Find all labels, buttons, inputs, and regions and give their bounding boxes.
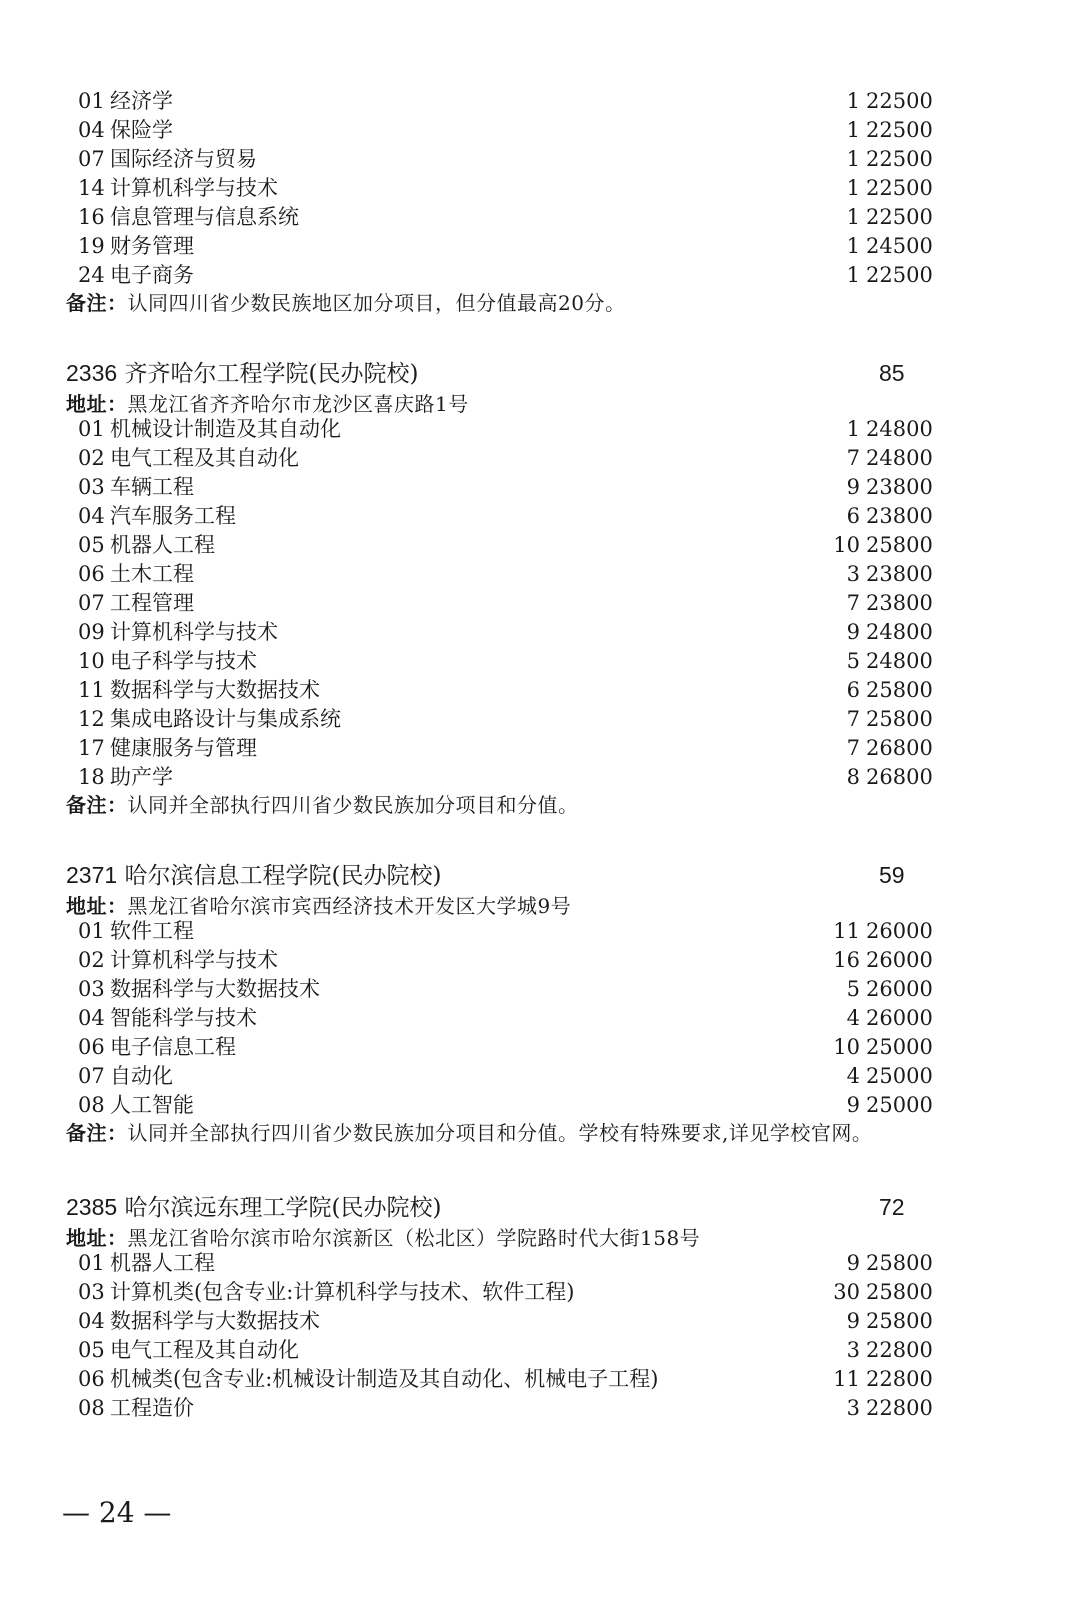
major-code: 10 <box>78 649 105 673</box>
school-header <box>66 356 1066 390</box>
major-name: 经济学 <box>110 89 173 113</box>
major-code: 07 <box>78 147 105 171</box>
major-count: 5 <box>846 977 860 1001</box>
major-fee: 23800 <box>866 591 933 615</box>
major-count: 1 <box>846 118 860 142</box>
major-count: 1 <box>846 147 860 171</box>
major-name: 工程造价 <box>110 1396 194 1420</box>
major-code: 24 <box>78 263 105 287</box>
major-fee: 25000 <box>866 1064 933 1088</box>
major-name: 电子科学与技术 <box>110 649 257 673</box>
major-count: 7 <box>846 736 860 760</box>
major-name: 机器人工程 <box>110 533 215 557</box>
major-row <box>0 115 1080 145</box>
major-fee: 24500 <box>866 234 933 258</box>
major-code: 08 <box>78 1093 105 1117</box>
major-row <box>0 916 1080 946</box>
school-header <box>66 1190 1066 1224</box>
major-code: 04 <box>78 1309 105 1333</box>
address-text: 黑龙江省齐齐哈尔市龙沙区喜庆路1号 <box>127 392 469 416</box>
major-name: 工程管理 <box>110 591 194 615</box>
major-code: 03 <box>78 977 105 1001</box>
major-count: 9 <box>846 620 860 644</box>
major-name: 电气工程及其自动化 <box>110 446 299 470</box>
major-code: 01 <box>78 417 105 441</box>
major-row <box>0 762 1080 792</box>
major-fee: 25000 <box>866 1093 933 1117</box>
major-count: 30 <box>833 1280 860 1304</box>
school-total: 85 <box>879 360 905 386</box>
major-count: 16 <box>833 948 860 972</box>
major-code: 06 <box>78 562 105 586</box>
major-row <box>0 1061 1080 1091</box>
major-count: 3 <box>846 1396 860 1420</box>
major-row <box>0 1393 1080 1423</box>
address-label: 地址： <box>66 1226 128 1250</box>
major-name: 电气工程及其自动化 <box>110 1338 299 1362</box>
major-row <box>0 231 1080 261</box>
major-name: 自动化 <box>110 1064 173 1088</box>
remark-label: 备注： <box>66 291 128 315</box>
major-fee: 26000 <box>866 919 933 943</box>
major-name: 计算机类(包含专业:计算机科学与技术、软件工程) <box>110 1280 575 1304</box>
major-count: 3 <box>846 562 860 586</box>
major-fee: 24800 <box>866 446 933 470</box>
address-label: 地址： <box>66 392 128 416</box>
school-code: 2336 <box>66 360 118 386</box>
major-name: 电子信息工程 <box>110 1035 236 1059</box>
school-name: 哈尔滨远东理工学院(民办院校) <box>124 1195 442 1221</box>
major-row <box>0 472 1080 502</box>
major-count: 9 <box>846 1093 860 1117</box>
major-name: 人工智能 <box>110 1093 194 1117</box>
remark <box>66 1119 872 1147</box>
major-name: 财务管理 <box>110 234 194 258</box>
major-row <box>0 1277 1080 1307</box>
major-fee: 22800 <box>866 1367 933 1391</box>
major-code: 07 <box>78 591 105 615</box>
school-total: 72 <box>879 1194 905 1220</box>
major-count: 1 <box>846 205 860 229</box>
major-name: 信息管理与信息系统 <box>110 205 299 229</box>
remark-label: 备注： <box>66 793 128 817</box>
remark-text: 认同并全部执行四川省少数民族加分项目和分值。学校有特殊要求,详见学校官网。 <box>127 1121 873 1145</box>
major-code: 04 <box>78 118 105 142</box>
major-fee: 25800 <box>866 533 933 557</box>
major-row <box>0 1090 1080 1120</box>
major-code: 06 <box>78 1367 105 1391</box>
major-row <box>0 1335 1080 1365</box>
major-name: 车辆工程 <box>110 475 194 499</box>
school-header <box>66 858 1066 892</box>
major-fee: 25800 <box>866 707 933 731</box>
major-fee: 25800 <box>866 678 933 702</box>
major-count: 1 <box>846 263 860 287</box>
address-text: 黑龙江省哈尔滨市哈尔滨新区（松北区）学院路时代大街158号 <box>127 1226 701 1250</box>
major-count: 7 <box>846 707 860 731</box>
major-name: 土木工程 <box>110 562 194 586</box>
major-code: 03 <box>78 1280 105 1304</box>
major-code: 11 <box>78 678 105 702</box>
major-count: 10 <box>833 1035 860 1059</box>
major-fee: 26000 <box>866 977 933 1001</box>
major-count: 11 <box>833 1367 860 1391</box>
major-code: 09 <box>78 620 105 644</box>
major-row <box>0 1003 1080 1033</box>
major-name: 软件工程 <box>110 919 194 943</box>
major-code: 16 <box>78 205 105 229</box>
major-row <box>0 1248 1080 1278</box>
major-row <box>0 501 1080 531</box>
major-fee: 25000 <box>866 1035 933 1059</box>
major-fee: 23800 <box>866 504 933 528</box>
major-name: 保险学 <box>110 118 173 142</box>
major-fee: 26000 <box>866 948 933 972</box>
major-fee: 24800 <box>866 620 933 644</box>
major-name: 汽车服务工程 <box>110 504 236 528</box>
major-name: 机器人工程 <box>110 1251 215 1275</box>
major-code: 08 <box>78 1396 105 1420</box>
major-code: 02 <box>78 446 105 470</box>
remark-text: 认同并全部执行四川省少数民族加分项目和分值。 <box>127 793 579 817</box>
major-row <box>0 1032 1080 1062</box>
major-row <box>0 202 1080 232</box>
major-name: 数据科学与大数据技术 <box>110 1309 320 1333</box>
major-name: 助产学 <box>110 765 173 789</box>
major-row <box>0 704 1080 734</box>
major-code: 01 <box>78 1251 105 1275</box>
major-fee: 24800 <box>866 417 933 441</box>
major-count: 6 <box>846 678 860 702</box>
major-name: 电子商务 <box>110 263 194 287</box>
major-name: 计算机科学与技术 <box>110 176 278 200</box>
major-count: 6 <box>846 504 860 528</box>
major-fee: 22500 <box>866 118 933 142</box>
major-fee: 26800 <box>866 765 933 789</box>
major-row <box>0 530 1080 560</box>
school-name: 哈尔滨信息工程学院(民办院校) <box>124 863 442 889</box>
major-row <box>0 617 1080 647</box>
major-row <box>0 414 1080 444</box>
major-name: 计算机科学与技术 <box>110 620 278 644</box>
major-row <box>0 945 1080 975</box>
major-count: 3 <box>846 1338 860 1362</box>
major-name: 国际经济与贸易 <box>110 147 257 171</box>
major-row <box>0 1306 1080 1336</box>
major-row <box>0 144 1080 174</box>
major-count: 7 <box>846 591 860 615</box>
school-total: 59 <box>879 862 905 888</box>
school-name: 齐齐哈尔工程学院(民办院校) <box>124 361 419 387</box>
major-fee: 22500 <box>866 176 933 200</box>
address-label: 地址： <box>66 894 128 918</box>
major-name: 计算机科学与技术 <box>110 948 278 972</box>
major-name: 集成电路设计与集成系统 <box>110 707 341 731</box>
major-fee: 23800 <box>866 475 933 499</box>
major-count: 10 <box>833 533 860 557</box>
major-fee: 22500 <box>866 205 933 229</box>
major-count: 1 <box>846 417 860 441</box>
major-code: 18 <box>78 765 105 789</box>
major-fee: 23800 <box>866 562 933 586</box>
major-code: 04 <box>78 1006 105 1030</box>
major-code: 14 <box>78 176 105 200</box>
school-code: 2385 <box>66 1194 118 1220</box>
major-count: 1 <box>846 176 860 200</box>
major-fee: 22500 <box>866 89 933 113</box>
major-code: 07 <box>78 1064 105 1088</box>
major-code: 06 <box>78 1035 105 1059</box>
major-count: 11 <box>833 919 860 943</box>
major-count: 1 <box>846 89 860 113</box>
major-count: 9 <box>846 475 860 499</box>
major-count: 8 <box>846 765 860 789</box>
major-fee: 26000 <box>866 1006 933 1030</box>
major-fee: 22500 <box>866 263 933 287</box>
major-code: 05 <box>78 1338 105 1362</box>
major-fee: 26800 <box>866 736 933 760</box>
major-row <box>0 173 1080 203</box>
major-count: 1 <box>846 234 860 258</box>
major-name: 数据科学与大数据技术 <box>110 678 320 702</box>
major-code: 04 <box>78 504 105 528</box>
major-fee: 25800 <box>866 1309 933 1333</box>
major-fee: 25800 <box>866 1251 933 1275</box>
major-code: 02 <box>78 948 105 972</box>
major-row <box>0 646 1080 676</box>
major-count: 9 <box>846 1309 860 1333</box>
school-code: 2371 <box>66 862 118 888</box>
major-count: 9 <box>846 1251 860 1275</box>
major-code: 17 <box>78 736 105 760</box>
major-row <box>0 1364 1080 1394</box>
major-fee: 22500 <box>866 147 933 171</box>
major-row <box>0 974 1080 1004</box>
major-code: 19 <box>78 234 105 258</box>
major-fee: 22800 <box>866 1396 933 1420</box>
major-fee: 24800 <box>866 649 933 673</box>
major-count: 7 <box>846 446 860 470</box>
major-name: 健康服务与管理 <box>110 736 257 760</box>
major-code: 05 <box>78 533 105 557</box>
major-name: 机械设计制造及其自动化 <box>110 417 341 441</box>
major-code: 03 <box>78 475 105 499</box>
major-code: 12 <box>78 707 105 731</box>
major-count: 4 <box>846 1064 860 1088</box>
major-name: 数据科学与大数据技术 <box>110 977 320 1001</box>
major-count: 5 <box>846 649 860 673</box>
remark-text: 认同四川省少数民族地区加分项目，但分值最高20分。 <box>127 291 626 315</box>
major-row <box>0 733 1080 763</box>
major-name: 机械类(包含专业:机械设计制造及其自动化、机械电子工程) <box>110 1367 659 1391</box>
page-number: — 24 — <box>62 1496 172 1529</box>
major-row <box>0 675 1080 705</box>
major-row <box>0 559 1080 589</box>
major-fee: 22800 <box>866 1338 933 1362</box>
major-code: 01 <box>78 89 105 113</box>
remark-label: 备注： <box>66 1121 128 1145</box>
address-text: 黑龙江省哈尔滨市宾西经济技术开发区大学城9号 <box>127 894 572 918</box>
remark <box>66 289 625 317</box>
major-count: 4 <box>846 1006 860 1030</box>
major-row <box>0 443 1080 473</box>
major-name: 智能科学与技术 <box>110 1006 257 1030</box>
major-code: 01 <box>78 919 105 943</box>
remark <box>66 791 579 819</box>
major-row <box>0 86 1080 116</box>
major-row <box>0 588 1080 618</box>
major-fee: 25800 <box>866 1280 933 1304</box>
major-row <box>0 260 1080 290</box>
